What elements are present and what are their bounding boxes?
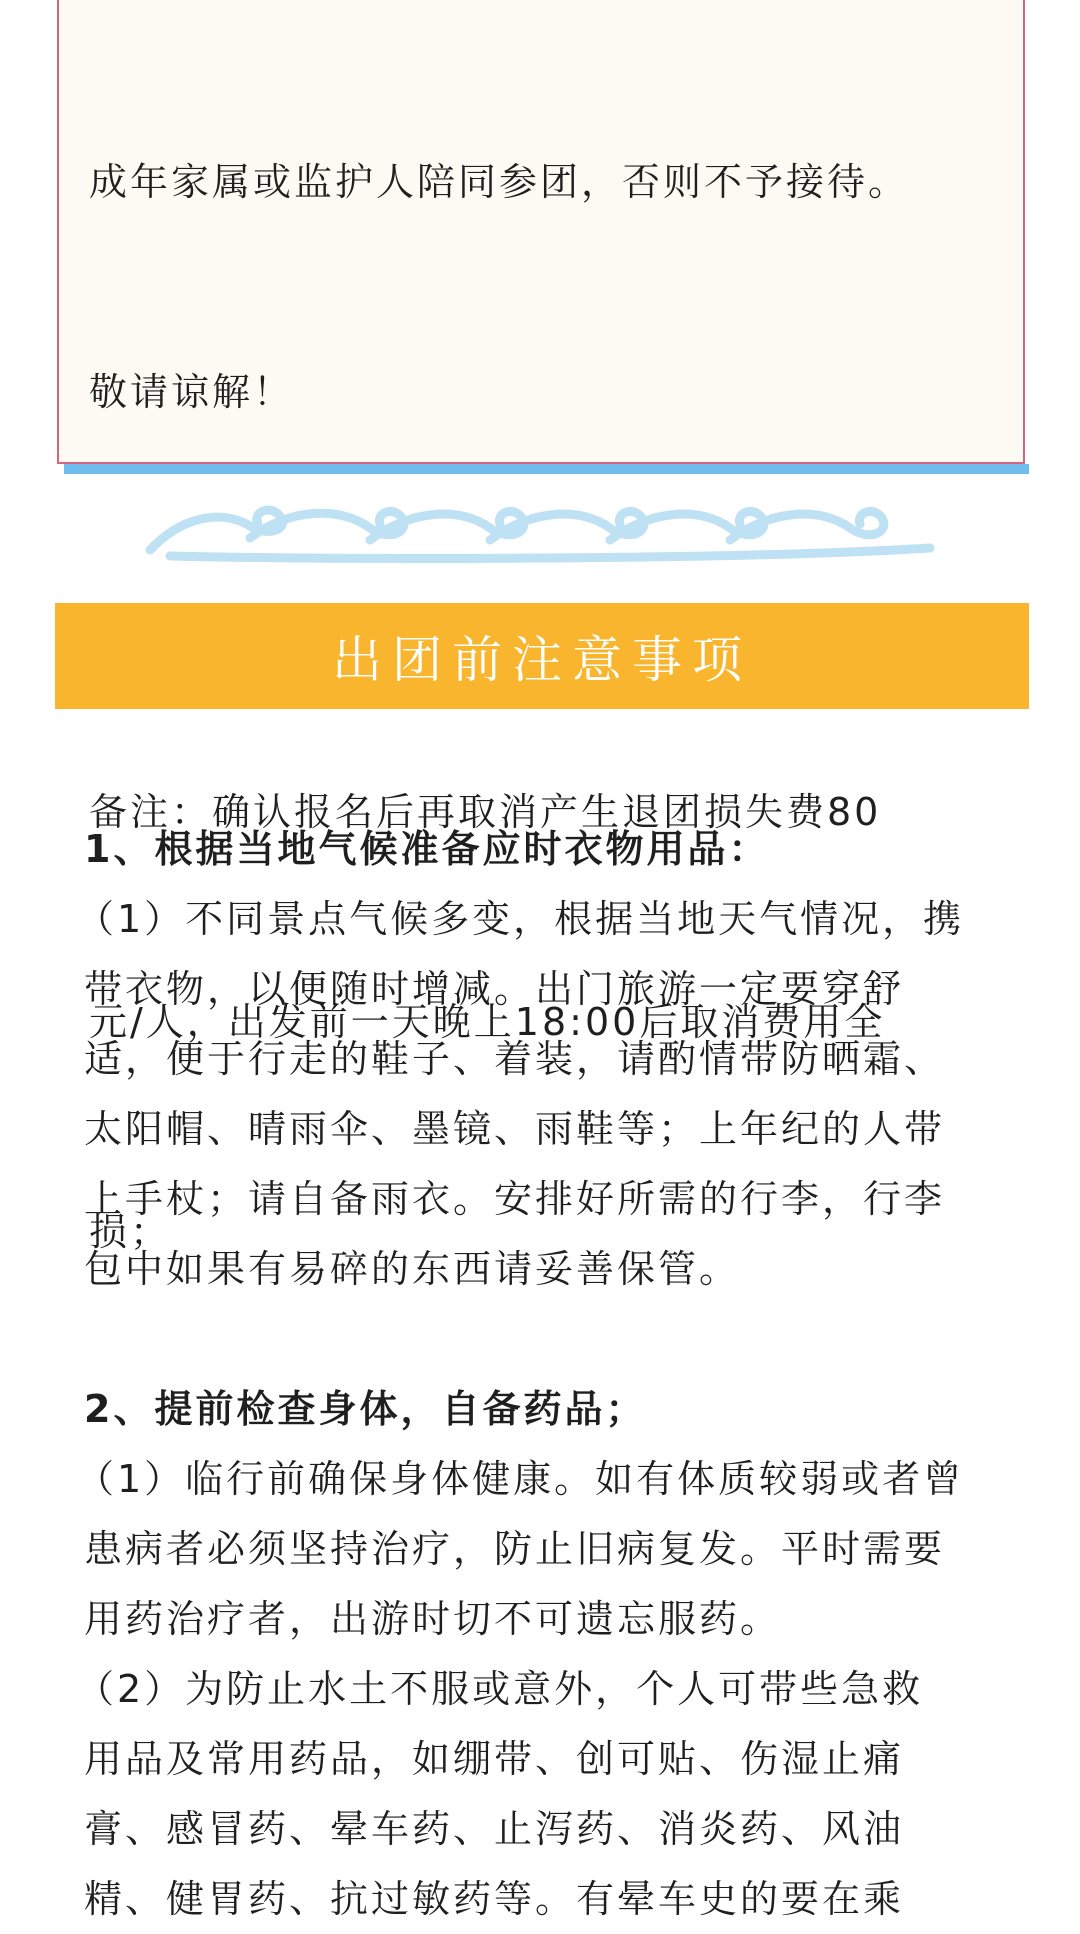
paragraph-gap: [84, 1304, 1014, 1374]
section-title: 出团前注意事项: [332, 631, 752, 689]
item1-line: （1）不同景点气候多变，根据当地天气情况，携: [76, 897, 965, 941]
item2-heading: 2、提前检查身体，自备药品；: [84, 1387, 647, 1431]
notice-shadow: [64, 464, 1029, 474]
item2-line: （1）临行前确保身体健康。如有体质较弱或者曾: [76, 1457, 965, 1501]
item1-line: 包中如果有易碎的东西请妥善保管。: [84, 1247, 741, 1291]
item2-line: 精、健胃药、抗过敏药等。有晕车史的要在乘: [84, 1877, 905, 1921]
item2-line: 用药治疗者，出游时切不可遗忘服药。: [84, 1597, 782, 1641]
item1-line: 适，便于行走的鞋子、着装，请酌情带防晒霜、: [84, 1037, 946, 1081]
notice-line: 敬请谅解！: [89, 370, 295, 414]
notice-line: 备注：确认报名后再取消产生退团损失费80: [89, 790, 882, 834]
notes-content: [76, 814, 1014, 1934]
item1-line: 上手杖；请自备雨衣。安排好所需的行李，行李: [84, 1177, 946, 1221]
notice-line: 损；: [89, 1210, 172, 1254]
item1-line: 太阳帽、晴雨伞、墨镜、雨鞋等；上年纪的人带: [84, 1107, 946, 1151]
item2-line: （2）为防止水土不服或意外，个人可带些急救: [76, 1667, 924, 1711]
cloud-wave-divider: [140, 488, 940, 566]
item2-line: 患病者必须坚持治疗，防止旧病复发。平时需要: [84, 1527, 946, 1571]
item1-line: 带衣物，以便随时增减。出门旅游一定要穿舒: [84, 967, 905, 1011]
item2-line: 膏、感冒药、晕车药、止泻药、消炎药、风油: [84, 1807, 905, 1851]
item1-heading: 1、根据当地气候准备应时衣物用品：: [84, 827, 770, 871]
item2-line: 用品及常用药品，如绷带、创可贴、伤湿止痛: [84, 1737, 905, 1781]
notice-line: 成年家属或监护人陪同参团，否则不予接待。: [89, 160, 910, 204]
notice-line: 元/人，出发前一天晚上18:00后取消费用全: [89, 1000, 886, 1044]
section-header: [55, 603, 1029, 709]
